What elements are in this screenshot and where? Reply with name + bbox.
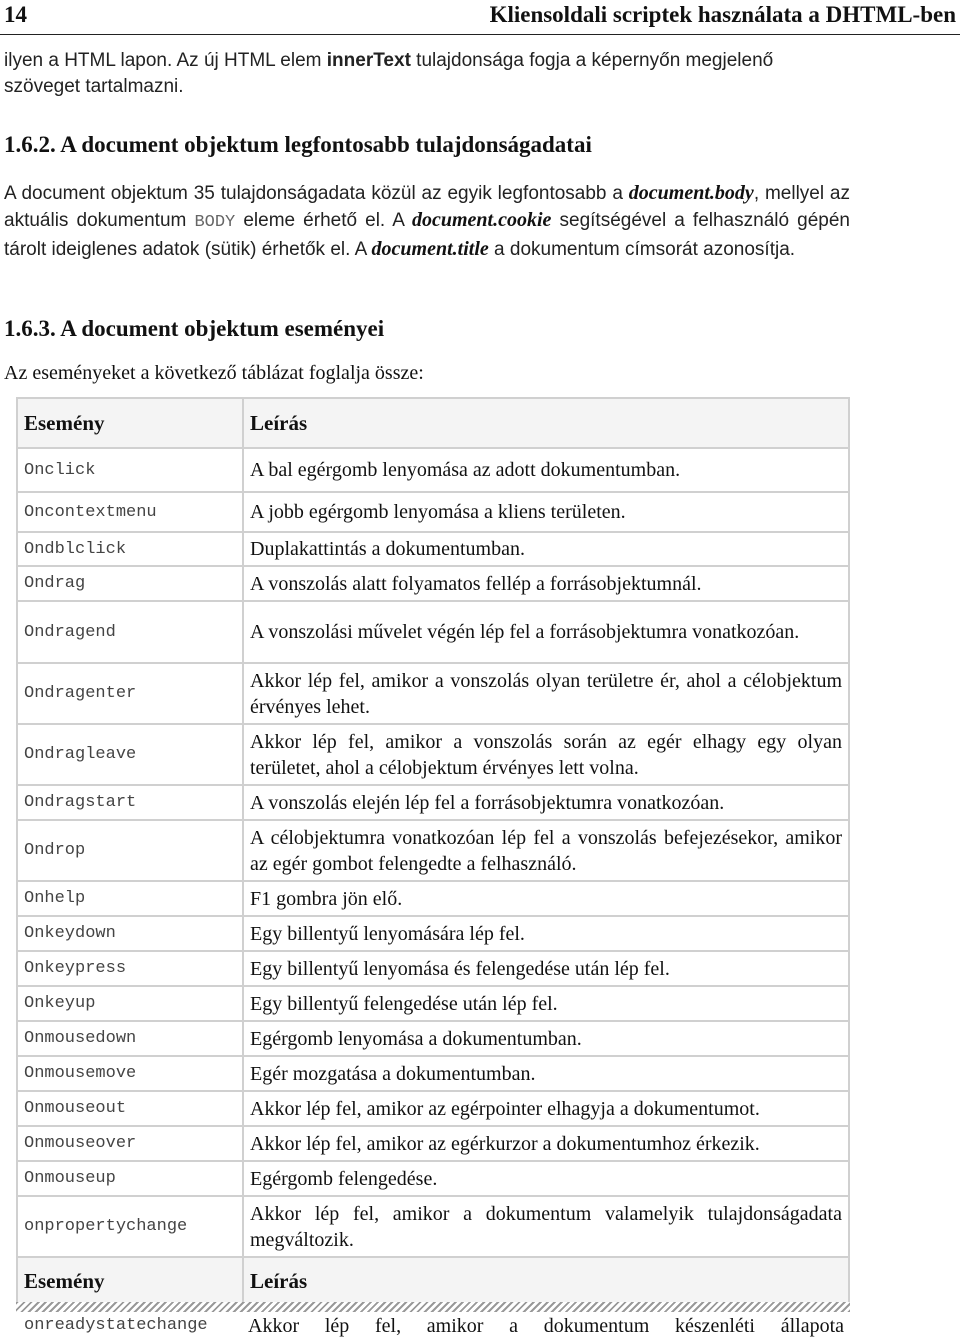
table-row xyxy=(17,1056,849,1091)
event-description: A vonszolás alatt folyamatos fellép a forrásobjektumnál. xyxy=(243,566,849,601)
event-name: Onhelp xyxy=(17,881,243,916)
event-description: Akkor lép fel, amikor a vonszolás olyan területre ér, ahol a célobjektum érvényes lehet. xyxy=(243,663,849,724)
code-document: document. xyxy=(411,209,499,231)
code-document: document. xyxy=(628,182,715,204)
event-description: Egérgomb lenyomása a dokumentumban. xyxy=(243,1021,849,1056)
event-name: Ondrop xyxy=(17,820,243,881)
table-row xyxy=(17,881,849,916)
event-name: Ondragenter xyxy=(17,663,243,724)
event-description: Egérgomb felengedése. xyxy=(243,1161,849,1196)
header-description: Leírás xyxy=(243,1257,849,1305)
event-description: Egy billentyű felengedése után lép fel. xyxy=(243,986,849,1021)
text: ilyen a HTML lapon. Az új HTML elem xyxy=(4,50,327,71)
event-description: Akkor lép fel, amikor a vonszolás során az egér elhagy egy olyan területet, ahol a célobjektum érvényes lett volna. xyxy=(243,724,849,785)
text: segítségével a felhasználó gépén tárolt ideiglenes adatok (sütik) érhetők el. A xyxy=(4,210,850,260)
table-repeat-header-row xyxy=(17,1257,849,1305)
text: a dokumentum címsorát azonosítja. xyxy=(488,239,796,260)
event-description: Duplakattintás a dokumentumban. xyxy=(243,532,849,566)
table-header-row xyxy=(17,398,849,448)
mono-body: BODY xyxy=(194,213,236,232)
event-description: Akkor lép fel, amikor a dokumentum valamelyik tulajdonságadata megváltozik. xyxy=(243,1196,849,1257)
table-row xyxy=(17,1161,849,1196)
event-name: Onclick xyxy=(17,448,243,492)
page-header xyxy=(0,0,960,35)
event-name: Onkeydown xyxy=(17,916,243,951)
section-163-heading: 1.6.3. A document objektum eseményei xyxy=(4,316,385,341)
event-name: Onmouseup xyxy=(17,1161,243,1196)
code-document: document. xyxy=(371,238,458,260)
event-description: A célobjektumra vonatkozóan lép fel a vonszolás befejezésekor, amikor az egér gombot felengedte a felhasználó. xyxy=(243,820,849,881)
event-name: Onmouseout xyxy=(17,1091,243,1126)
header-event: Esemény xyxy=(17,1257,243,1305)
code-title: title xyxy=(457,238,489,260)
innertext-term: innerText xyxy=(326,50,411,71)
event-description: Egy billentyű lenyomására lép fel. xyxy=(243,916,849,951)
table-row xyxy=(17,1091,849,1126)
event-name: Onmousemove xyxy=(17,1056,243,1091)
event-name: onpropertychange xyxy=(17,1196,243,1257)
table-row xyxy=(17,448,849,492)
event-name: Onkeypress xyxy=(17,951,243,986)
intro-paragraph xyxy=(4,48,850,100)
table-row xyxy=(17,820,849,881)
header-description: Leírás xyxy=(243,398,849,448)
event-name: onreadystatechange xyxy=(24,1316,208,1335)
event-name: Onkeyup xyxy=(17,986,243,1021)
text: tulajdonsága fogja a képernyőn megjelenő szöveget tartalmazni. xyxy=(4,50,774,97)
event-description: A bal egérgomb lenyomása az adott dokumentumban. xyxy=(243,448,849,492)
table-intro: Az eseményeket a következő táblázat foglalja össze: xyxy=(4,362,424,384)
event-name: Oncontextmenu xyxy=(17,492,243,532)
section-162-paragraph xyxy=(4,180,850,263)
event-description: Akkor lép fel, amikor az egérkurzor a dokumentumhoz érkezik. xyxy=(243,1126,849,1161)
event-description: Egy billentyű lenyomása és felengedése után lép fel. xyxy=(243,951,849,986)
table-row xyxy=(17,986,849,1021)
section-162-heading: 1.6.2. A document objektum legfontosabb tulajdonságadatai xyxy=(4,132,592,157)
table-separator-stripe xyxy=(16,1302,850,1312)
event-description: Akkor lép fel, amikor az egérpointer elhagyja a dokumentumot. xyxy=(243,1091,849,1126)
event-description: F1 gombra jön elő. xyxy=(243,881,849,916)
table-row xyxy=(17,785,849,820)
running-title: Kliensoldali scriptek használata a DHTML-ben xyxy=(489,2,956,27)
event-name: Ondragleave xyxy=(17,724,243,785)
text: eleme érhető el. A xyxy=(235,210,412,231)
event-description: A vonszolás elején lép fel a forrásobjektumra vonatkozóan. xyxy=(243,785,849,820)
text: A document objektum 35 tulajdonságadata közül az egyik legfontosabb a xyxy=(4,183,629,204)
table-row xyxy=(16,1313,850,1343)
table-row xyxy=(17,1021,849,1056)
event-description: Akkor lép fel, amikor a dokumentum készenléti állapota xyxy=(248,1315,844,1337)
event-name: Ondblclick xyxy=(17,532,243,566)
event-description: A jobb egérgomb lenyomása a kliens területen. xyxy=(243,492,849,532)
event-name: Ondragstart xyxy=(17,785,243,820)
code-cookie: cookie xyxy=(498,209,552,231)
header-event: Esemény xyxy=(17,398,243,448)
event-name: Onmousedown xyxy=(17,1021,243,1056)
table-row xyxy=(17,724,849,785)
table-row xyxy=(17,601,849,663)
table-row xyxy=(17,532,849,566)
event-name: Onmouseover xyxy=(17,1126,243,1161)
table-row xyxy=(17,1196,849,1257)
table-row xyxy=(17,663,849,724)
events-table xyxy=(16,397,850,1306)
table-row xyxy=(17,916,849,951)
event-name: Ondragend xyxy=(17,601,243,663)
table-row xyxy=(17,566,849,601)
event-description: A vonszolási művelet végén lép fel a forrásobjektumra vonatkozóan. xyxy=(243,601,849,663)
event-description: Egér mozgatása a dokumentumban. xyxy=(243,1056,849,1091)
event-name: Ondrag xyxy=(17,566,243,601)
page-number: 14 xyxy=(4,2,27,27)
text: , mellyel az aktuális dokumentum xyxy=(4,183,851,231)
code-body: body xyxy=(714,182,754,204)
table-row xyxy=(17,951,849,986)
table-row xyxy=(17,1126,849,1161)
table-row xyxy=(17,492,849,532)
